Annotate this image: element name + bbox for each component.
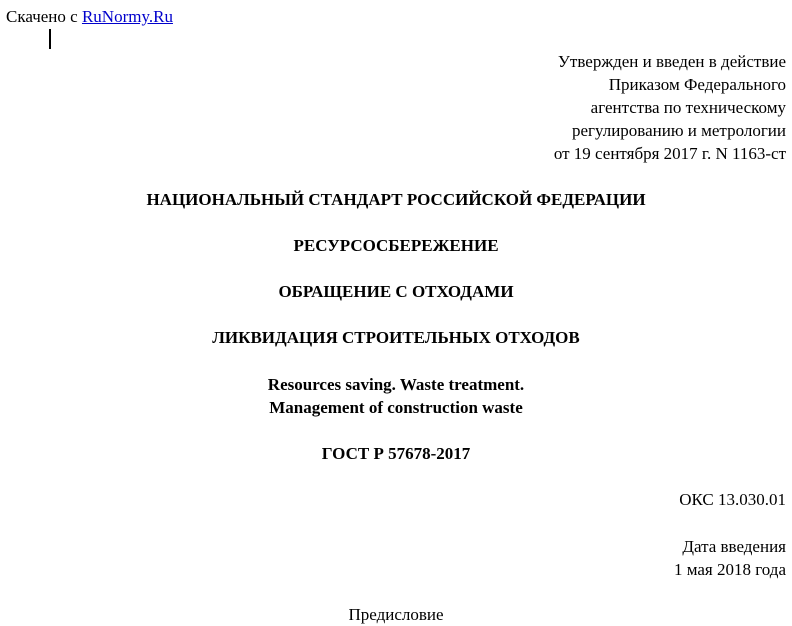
text-cursor xyxy=(49,29,51,49)
foreword-heading: Предисловие xyxy=(348,605,444,624)
english-title-line-2: Management of construction waste xyxy=(269,398,523,417)
approval-line: Утвержден и введен в действие xyxy=(557,52,786,71)
title-resource-saving: РЕСУРСОСБЕРЕЖЕНИЕ xyxy=(293,236,499,255)
runormy-link[interactable]: RuNormy.Ru xyxy=(81,7,173,26)
approval-line: агентства по техническому xyxy=(590,98,786,117)
approval-block xyxy=(554,50,786,165)
approval-line: от 19 сентября 2017 г. N 1163-ст xyxy=(553,144,786,163)
approval-line: регулированию и метрологии xyxy=(571,121,786,140)
title-construction-waste: ЛИКВИДАЦИЯ СТРОИТЕЛЬНЫХ ОТХОДОВ xyxy=(212,328,580,347)
title-waste-treatment: ОБРАЩЕНИЕ С ОТХОДАМИ xyxy=(278,282,514,301)
source-prefix: Скачено с xyxy=(6,7,78,26)
oks-code: ОКС 13.030.01 xyxy=(679,490,786,509)
english-title-line-1: Resources saving. Waste treatment. xyxy=(267,375,525,394)
national-standard-heading: НАЦИОНАЛЬНЫЙ СТАНДАРТ РОССИЙСКОЙ ФЕДЕРАЦИИ xyxy=(146,190,646,209)
intro-date-label: Дата введения xyxy=(682,537,786,556)
intro-date: 1 мая 2018 года xyxy=(673,560,786,579)
approval-line: Приказом Федерального xyxy=(608,75,786,94)
source-line xyxy=(6,5,173,28)
gost-number: ГОСТ Р 57678-2017 xyxy=(321,444,471,463)
